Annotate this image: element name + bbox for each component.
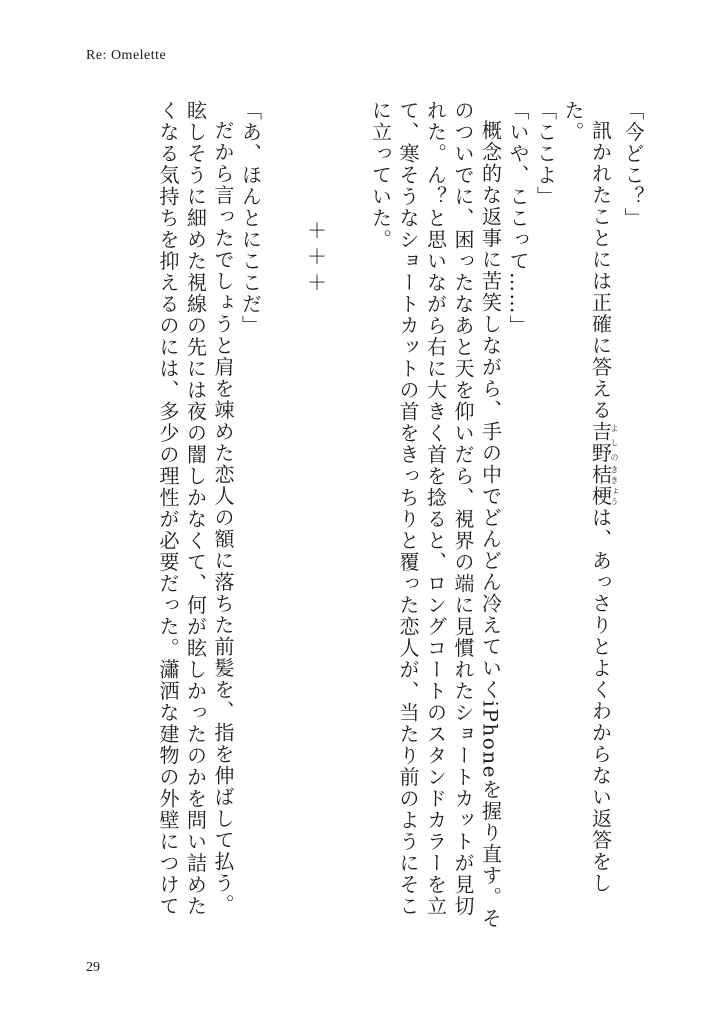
ruby-name-surname: 吉野よしの xyxy=(588,421,619,464)
blank-line xyxy=(264,100,292,930)
paragraph-narration-1 xyxy=(559,100,619,930)
paragraph-dialogue-3: 「いや、ここって……」 xyxy=(506,100,530,337)
vertical-text-body xyxy=(80,100,646,930)
narration-text: 訊かれたことには正確に答える xyxy=(588,120,613,421)
paragraph-narration-3: だから言ったでしょうと肩を竦めた恋人の額に落ちた前髪を、指を伸ばして払う。眩しそうに細めた視線の先には夜の闇しかなくて、何が眩しかったのかを問い詰めたくなる気持ちを抑えるのには、多少の理性が必要だった。瀟洒な建物の外壁につけて xyxy=(156,100,235,917)
scene-separator: ＋＋＋ xyxy=(303,220,328,298)
paragraph-narration-2: 概念的な返事に苦笑しながら、手の中でどんどん冷えていくiPhoneを握り直す。そのついでに、困ったなあと天を仰いだら、視界の端に見慣れたショートカットが見切れた。ん？と思いながら右に大きく首を捻ると、ロングコートのスタンドカラーを立て、寒そうなショートカットの首をきっちりと覆った恋人が、当たり前のようにそこに立っていた。 xyxy=(368,100,503,930)
blank-line xyxy=(339,100,367,930)
ruby-name-given: 桔梗ききょう xyxy=(588,464,619,507)
running-head: Re: Omelette xyxy=(86,48,167,63)
narration-text: は、あっさりとよくわからない返答をした。 xyxy=(561,100,613,894)
page-number: 29 xyxy=(86,960,100,975)
paragraph-dialogue-2: 「ここよ」 xyxy=(533,100,558,208)
paragraph-dialogue-1: 「今どこ？」 xyxy=(621,100,645,229)
paragraph-dialogue-4: 「あ、ほんとにここだ」 xyxy=(238,100,263,337)
